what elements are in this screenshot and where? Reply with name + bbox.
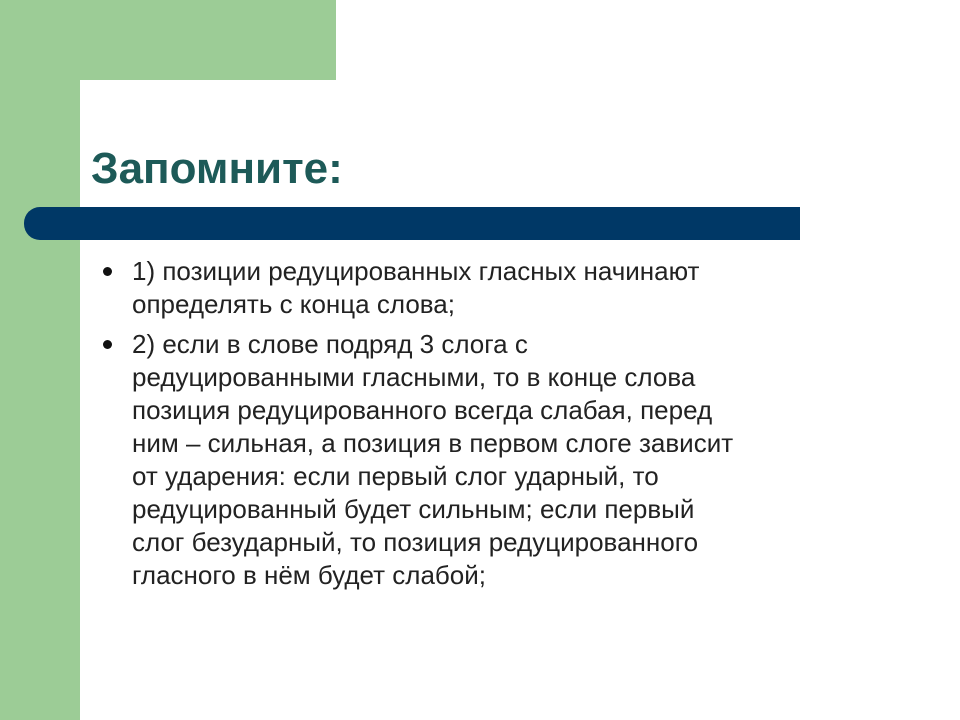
decorative-top-block (0, 0, 336, 80)
bullet-dot-icon (103, 267, 112, 276)
bullet-text-2: 2) если в слове подряд 3 слога с редуцированными гласными, то в конце слова позиция редуцированного всегда слабая, перед ним – сильная, а позиция в первом слоге зависит от ударения: если первый слог ударный, то редуцированный будет сильным; если первый слог безударный, то позиция редуцированного гласного в нём будет слабой; (132, 329, 734, 590)
slide-title: Запомните: (91, 144, 343, 193)
decorative-left-bar (0, 0, 80, 720)
bullet-text-1: 1) позиции редуцированных гласных начинают определять с конца слова; (132, 256, 700, 319)
bullet-item-2 (100, 328, 890, 592)
bullet-item-1 (100, 255, 890, 321)
bullet-dot-icon (103, 340, 112, 349)
decorative-rounded-corner (80, 80, 144, 144)
title-underline-bar (24, 207, 800, 240)
bullet-list (100, 255, 890, 599)
